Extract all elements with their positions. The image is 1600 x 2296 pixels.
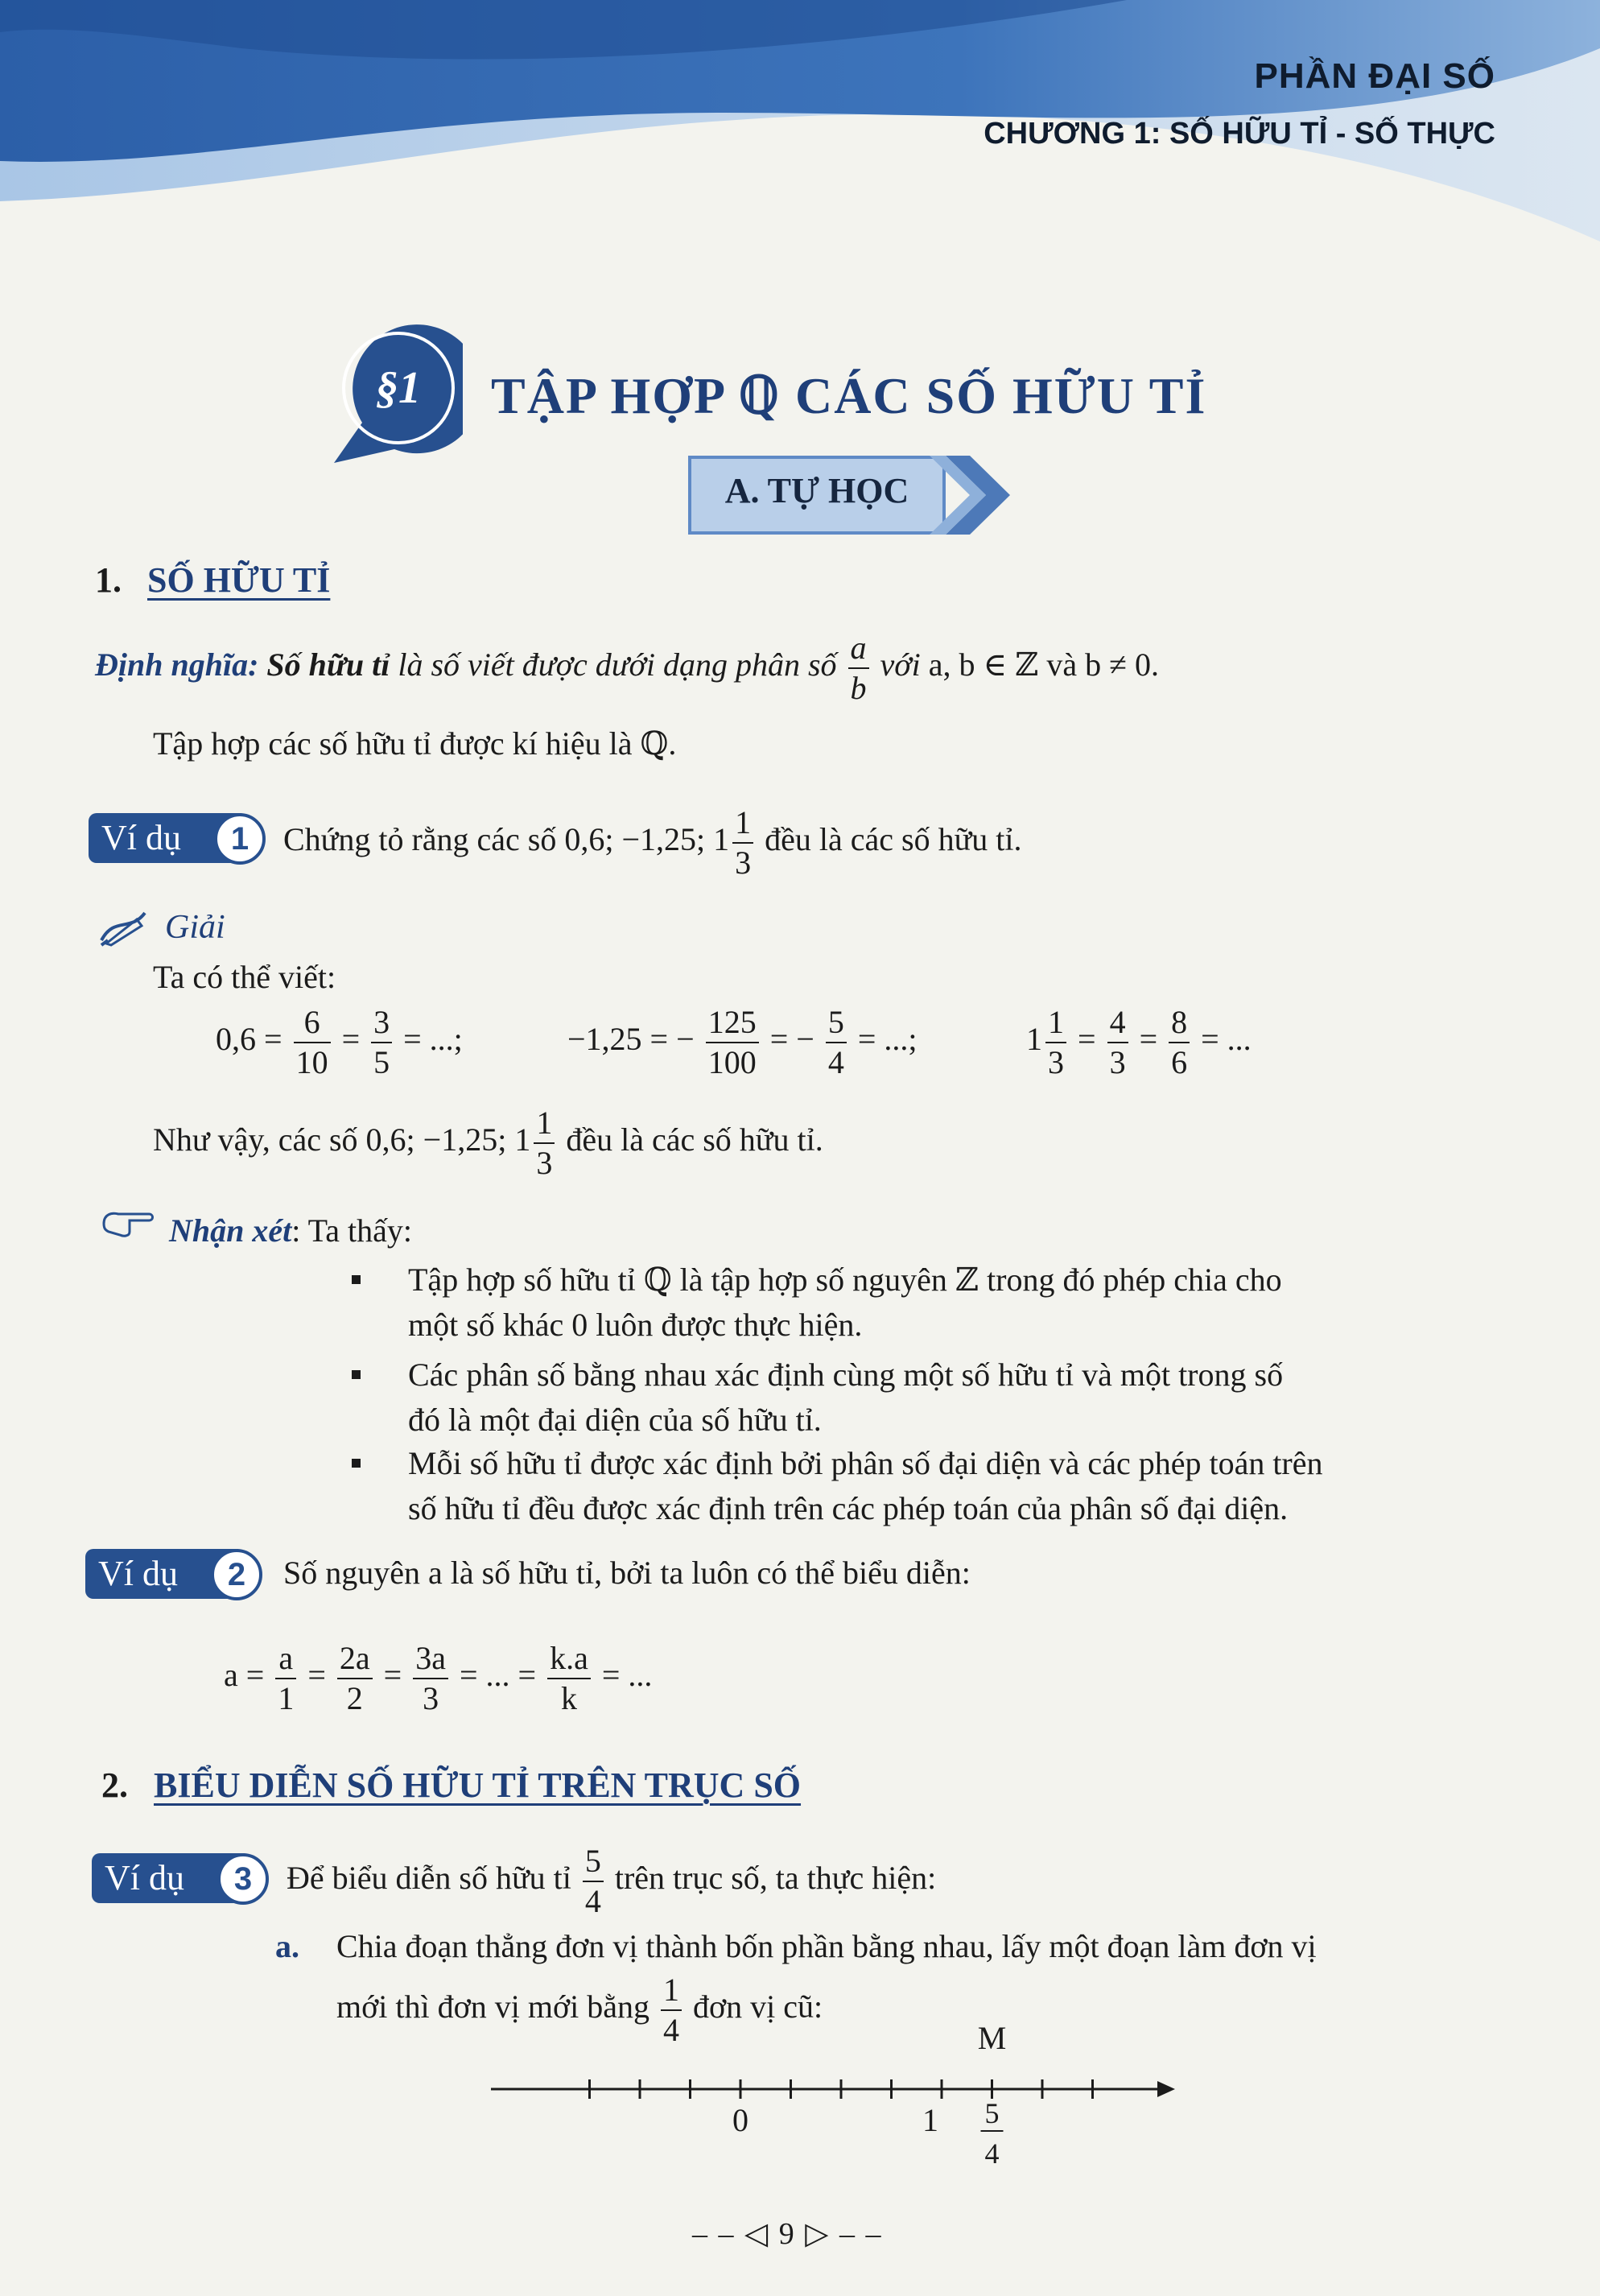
equation-0-6: 0,6 = $\frac{6}{10}$ = $\frac{3}{5}$ = ...;	[216, 1004, 463, 1080]
fraction-denominator: 1	[278, 1680, 295, 1716]
footer-dash-right: ▷ – –	[795, 2217, 883, 2251]
pointing-hand-icon	[101, 1208, 157, 1240]
fraction-denominator: 3	[735, 844, 752, 881]
eq4-mid: = ... =	[459, 1657, 537, 1694]
example-2-statement: Số nguyên a là số hữu tỉ, bởi ta luôn có thể biểu diễn:	[283, 1555, 971, 1591]
example-1-statement	[283, 804, 1022, 881]
example-1-label: Ví dụ	[89, 813, 241, 863]
axis-label-zero: 0	[732, 2102, 748, 2138]
eq3-mixed-fraction	[1045, 1006, 1066, 1079]
fraction-numerator: a	[275, 1642, 296, 1679]
eq4-fraction-3	[413, 1642, 448, 1715]
definition-fraction	[848, 632, 869, 704]
fraction-numerator: 1	[534, 1107, 555, 1144]
eq2-mid: = −	[769, 1021, 814, 1058]
example-3-number: 3	[217, 1853, 269, 1905]
remark-label: Nhận xét	[169, 1212, 292, 1249]
eq3-fraction-1	[1107, 1006, 1128, 1079]
fraction-denominator: 5	[373, 1044, 390, 1080]
definition	[95, 632, 1159, 704]
fraction-numerator: k.a	[547, 1642, 591, 1679]
fraction-numerator: 8	[1169, 1006, 1190, 1043]
fraction-numerator: 4	[1107, 1006, 1128, 1043]
definition-tail-1: với	[880, 646, 921, 683]
section-1-number: 1.	[95, 560, 122, 600]
fraction-denominator: k	[560, 1680, 577, 1716]
fraction-denominator: 2	[346, 1680, 363, 1716]
fraction-numerator: 6	[294, 1006, 331, 1043]
eq1-fraction-1	[294, 1006, 331, 1079]
conclusion-pre: Như vậy, các số 0,6; −1,25; 1	[153, 1121, 531, 1158]
lesson-badge-text: §1	[376, 363, 421, 413]
fraction-numerator: 3a	[413, 1642, 448, 1679]
fraction-numerator: a	[848, 632, 869, 669]
conclusion-mixed-fraction	[534, 1107, 555, 1179]
remark-bullet-line: một số khác 0 luôn được thực hiện.	[408, 1307, 863, 1343]
eq4-tail: = ...	[601, 1657, 653, 1694]
eq4-fraction-2	[337, 1642, 373, 1715]
number-line	[483, 2009, 1207, 2194]
lesson-badge	[318, 322, 463, 467]
definition-tail-3: và b ≠ 0.	[1046, 646, 1160, 683]
solution-intro: Ta có thể viết:	[153, 959, 336, 995]
fraction-numerator: 5	[583, 1845, 604, 1882]
fraction-numerator: 125	[706, 1006, 759, 1043]
eq1-fraction-2	[371, 1006, 392, 1079]
section-2-title: BIỂU DIỄN SỐ HỮU TỈ TRÊN TRỤC SỐ	[154, 1765, 802, 1805]
section-2-heading	[101, 1765, 801, 1806]
fraction-numerator: 3	[371, 1006, 392, 1043]
example-2-label: Ví dụ	[85, 1549, 238, 1599]
footer-dash-left: – – ◁	[692, 2217, 779, 2251]
fraction-denominator: 3	[536, 1145, 553, 1181]
example-3-statement-post: trên trục số, ta thực hiện:	[614, 1860, 937, 1897]
eq2-fraction-2	[826, 1006, 847, 1079]
definition-label: Định nghĩa:	[95, 646, 259, 683]
fraction-numerator: 1	[661, 1974, 682, 2011]
remark-bullet-3	[408, 1441, 1323, 1531]
eq1-tail: = ...;	[403, 1021, 463, 1058]
remark-bullet-line: đó là một đại diện của số hữu tỉ.	[408, 1402, 822, 1438]
eq3-lhs: 1	[1026, 1021, 1042, 1058]
fraction-denominator: 3	[1109, 1044, 1126, 1080]
fraction-numerator: 5	[826, 1006, 847, 1043]
example-1-statement-post: đều là các số hữu tỉ.	[765, 821, 1022, 858]
point-m-label: M	[977, 2020, 1007, 2056]
definition-body: là số viết được dưới dạng phân số	[398, 646, 837, 683]
fraction-denominator: 3	[423, 1680, 439, 1716]
page-number: 9	[778, 2217, 796, 2251]
remark-bullet-line: Các phân số bằng nhau xác định cùng một số hữu tỉ và một trong số	[408, 1357, 1284, 1393]
example-3-statement	[287, 1845, 936, 1918]
definition-tail-2: a, b ∈ ℤ	[928, 646, 1039, 683]
fraction-numerator: 1	[732, 807, 753, 844]
fraction-denominator: 4	[584, 1883, 601, 1919]
axis-label-one: 1	[922, 2102, 938, 2138]
notation-sentence: Tập hợp các số hữu tỉ được kí hiệu là ℚ.	[153, 725, 677, 762]
example-2-number: 2	[211, 1549, 262, 1600]
point-m-numerator: 5	[984, 2097, 1000, 2129]
solution-label: Giải	[165, 909, 225, 946]
pencil-icon	[98, 908, 150, 947]
step-a-line-2-pre: mới thì đơn vị mới bằng	[336, 1988, 650, 2026]
eq1-lhs: 0,6 =	[216, 1021, 282, 1058]
equation-1-25	[567, 1006, 917, 1079]
example-1-number: 1	[214, 813, 266, 865]
remark-bullet-line: Tập hợp số hữu tỉ ℚ là tập hợp số nguyên ℤ trong đó phép chia cho	[408, 1262, 1282, 1298]
remark-heading	[169, 1212, 412, 1250]
conclusion-post: đều là các số hữu tỉ.	[566, 1121, 823, 1158]
fraction-denominator: 3	[1048, 1044, 1064, 1080]
eq2-tail: = ...;	[857, 1021, 918, 1058]
fraction-denominator: 6	[1171, 1044, 1188, 1080]
eq4-fraction-4	[547, 1642, 591, 1715]
section-2-number: 2.	[101, 1765, 128, 1805]
self-study-banner-label: A. TỰ HỌC	[724, 471, 909, 510]
example-3-statement-pre: Để biểu diễn số hữu tỉ	[287, 1860, 571, 1897]
fraction-numerator: 2a	[337, 1642, 373, 1679]
remark-intro: : Ta thấy:	[291, 1212, 413, 1249]
number-line-arrow	[1157, 2081, 1175, 2097]
header-part-title: PHẦN ĐẠI SỐ	[1254, 56, 1495, 96]
eq3-fraction-2	[1169, 1006, 1190, 1079]
page-number-footer	[692, 2215, 882, 2252]
section-1-title: SỐ HỮU TỈ	[147, 560, 331, 600]
remark-bullet-2	[408, 1352, 1283, 1443]
fraction-denominator: 100	[707, 1044, 757, 1080]
example-1-statement-pre: Chứng tỏ rằng các số 0,6; −1,25; 1	[283, 821, 730, 858]
eq3-tail: = ...	[1201, 1021, 1252, 1058]
header-chapter-title: CHƯƠNG 1: SỐ HỮU TỈ - SỐ THỰC	[984, 117, 1495, 151]
fraction-denominator: 4	[827, 1044, 844, 1080]
eq4-lhs: a =	[224, 1657, 265, 1694]
example-1-conclusion	[153, 1107, 823, 1179]
fraction-denominator: 10	[295, 1044, 328, 1080]
step-a-line-2-post: đơn vị cũ:	[693, 1988, 823, 2026]
remark-bullet-1	[408, 1257, 1282, 1348]
eq2-fraction-1	[706, 1006, 759, 1079]
point-m-denominator: 4	[984, 2137, 1000, 2170]
step-a-line-1: Chia đoạn thẳng đơn vị thành bốn phần bằng nhau, lấy một đoạn làm đơn vị	[336, 1928, 1317, 1964]
example-3-label: Ví dụ	[92, 1853, 245, 1903]
section-1-heading	[95, 560, 330, 601]
step-a-label: a.	[275, 1928, 299, 1964]
remark-bullet-line: số hữu tỉ đều được xác định trên các phép toán của phân số đại diện.	[408, 1490, 1289, 1526]
fraction-numerator: 1	[1045, 1006, 1066, 1043]
example-2-equation: a = $\frac{a}{1}$ = $\frac{2a}{2}$ = $\frac{3a}{3}$ = ... = $\frac{k.a}{k}$ = ...	[224, 1640, 653, 1716]
example-3-fraction	[583, 1845, 604, 1918]
definition-term: Số hữu tỉ	[266, 646, 390, 683]
fraction-denominator: 4	[663, 2012, 680, 2048]
equation-mixed: 1 $\frac{1}{3}$ = $\frac{4}{3}$ = $\frac{8}{6}$ = ...	[1026, 1004, 1252, 1080]
remark-bullet-line: Mỗi số hữu tỉ được xác định bởi phân số đại diện và các phép toán trên	[408, 1445, 1323, 1481]
example-1-mixed-fraction	[732, 804, 753, 881]
lesson-title: TẬP HỢP ℚ CÁC SỐ HỮU TỈ	[491, 367, 1207, 424]
eq4-fraction-1	[275, 1642, 296, 1715]
eq2-lhs: −1,25 = −	[567, 1021, 695, 1058]
fraction-denominator: b	[850, 670, 867, 706]
